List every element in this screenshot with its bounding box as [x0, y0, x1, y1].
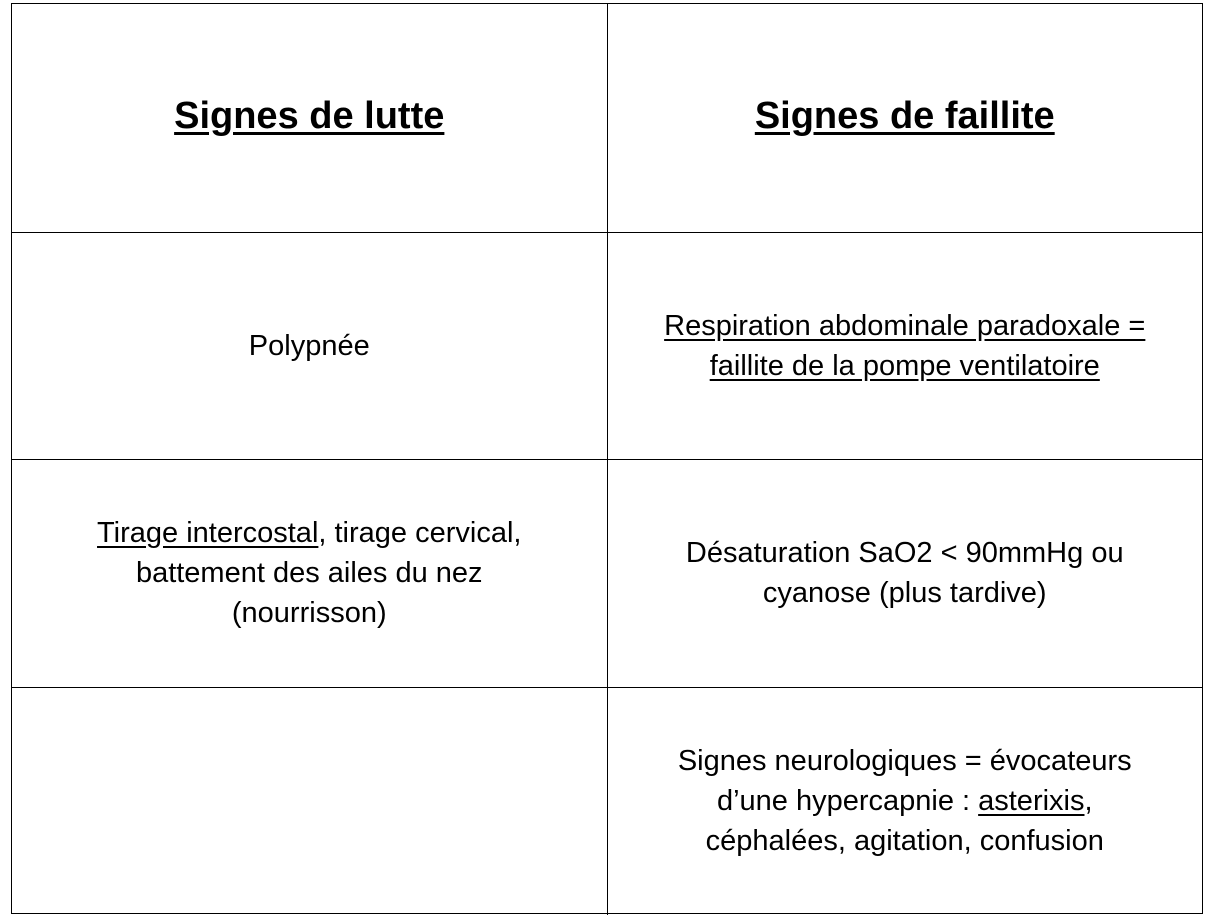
header-lutte: Signes de lutte	[174, 95, 445, 138]
signs-table-container	[11, 3, 1203, 914]
cell-lutte-1	[12, 232, 607, 459]
cell-text-line	[22, 513, 597, 553]
table-row	[12, 232, 1202, 459]
cell-lutte-2	[12, 459, 607, 687]
cell-faillite-3	[607, 687, 1202, 915]
cell-text-line: cyanose (plus tardive)	[762, 577, 1047, 609]
signs-table	[12, 4, 1202, 915]
cell-text-line: Signes neurologiques = évocateurs	[677, 745, 1132, 778]
cell-text-rest: , tirage cervical,	[318, 517, 522, 549]
cell-text-line: Respiration abdominale paradoxale =	[664, 309, 1146, 342]
table-header-row	[12, 4, 1202, 232]
underlined-term: asterixis	[978, 785, 1085, 818]
header-cell-faillite	[607, 4, 1202, 232]
table-row	[12, 459, 1202, 687]
cell-text-line: Désaturation SaO2 < 90mmHg ou	[685, 537, 1124, 569]
header-faillite: Signes de faillite	[754, 95, 1055, 138]
cell-faillite-2	[607, 459, 1202, 687]
cell-text-suffix: ,	[1084, 785, 1093, 818]
underlined-term: Tirage intercostal	[97, 517, 319, 549]
cell-lutte-3	[12, 687, 607, 915]
cell-text-line: céphalées, agitation, confusion	[705, 825, 1104, 858]
cell-faillite-1	[607, 232, 1202, 459]
cell-text-line: (nourrisson)	[231, 597, 387, 629]
cell-text-line	[618, 781, 1193, 821]
table-row	[12, 687, 1202, 915]
cell-text-line: battement des ailes du nez	[135, 557, 483, 589]
header-cell-lutte	[12, 4, 607, 232]
cell-text-line: faillite de la pompe ventilatoire	[709, 349, 1100, 382]
cell-text: Polypnée	[248, 329, 370, 362]
cell-text-prefix: d’une hypercapnie :	[716, 785, 979, 818]
